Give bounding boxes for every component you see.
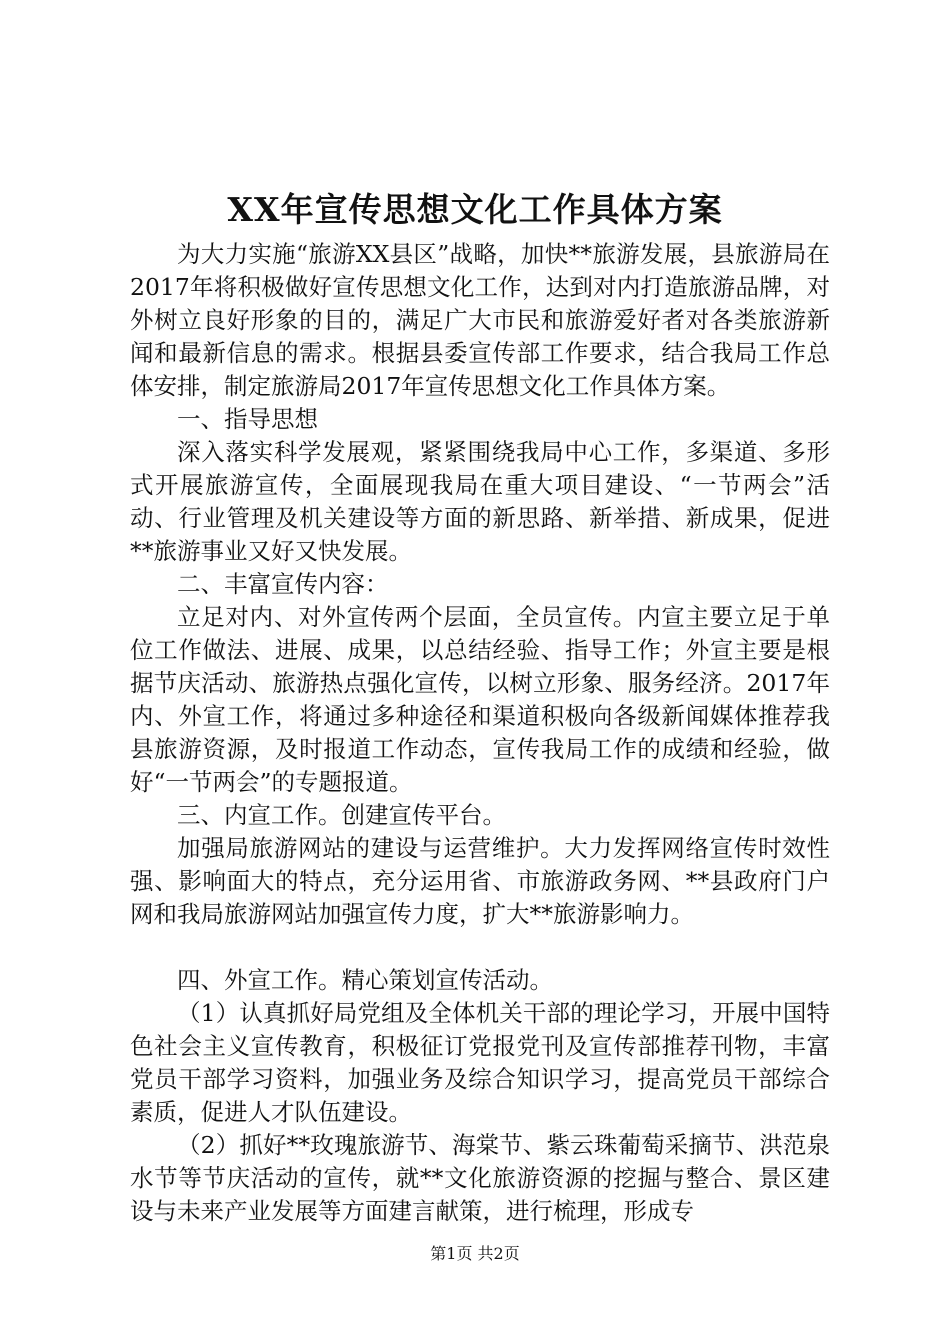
section-heading-external: 四、外宣工作。精心策划宣传活动。 (177, 966, 553, 994)
external-item-1: （1）认真抓好局党组及全体机关干部的理论学习，开展中国特色社会主义宣传教育，积极征订党报党刊及宣传部推荐刊物，丰富党员干部学习资料，加强业务及综合知识学习，提高党员干部综合素质，促进人才队伍建设。 (130, 999, 830, 1126)
section-heading-guiding-thought: 一、指导思想 (177, 405, 318, 433)
intro-paragraph: 为大力实施“旅游XX县区”战略，加快**旅游发展，县旅游局在2017年将积极做好宣传思想文化工作，达到对内打造旅游品牌，对外树立良好形象的目的，满足广大市民和旅游爱好者对各类旅游新闻和最新信息的需求。根据县委宣传部工作要求，结合我局工作总体安排，制定旅游局2017年宣传思想文化工作具体方案。 (130, 240, 830, 400)
document-body (130, 238, 830, 1228)
page-footer: 第1页 共2页 (430, 1244, 520, 1263)
section-heading-internal: 三、内宣工作。创建宣传平台。 (177, 801, 506, 829)
guiding-thought-paragraph: 深入落实科学发展观，紧紧围绕我局中心工作，多渠道、多形式开展旅游宣传，全面展现我局在重大项目建设、“一节两会”活动、行业管理及机关建设等方面的新思路、新举措、新成果，促进**旅游事业又好又快发展。 (130, 438, 830, 565)
content-paragraph: 立足对内、对外宣传两个层面，全员宣传。内宣主要立足于单位工作做法、进展、成果，以总结经验、指导工作；外宣主要是根据节庆活动、旅游热点强化宣传，以树立形象、服务经济。2017年内、外宣工作，将通过多种途径和渠道积极向各级新闻媒体推荐我县旅游资源，及时报道工作动态，宣传我局工作的成绩和经验，做好“一节两会”的专题报道。 (130, 603, 830, 796)
section-heading-content: 二、丰富宣传内容： (177, 570, 389, 598)
internal-paragraph: 加强局旅游网站的建设与运营维护。大力发挥网络宣传时效性强、影响面大的特点，充分运用省、市旅游政务网、**县政府门户网和我局旅游网站加强宣传力度，扩大**旅游影响力。 (130, 834, 830, 928)
document-title: XX年宣传思想文化工作具体方案 (227, 190, 723, 229)
external-item-2: （2）抓好**玫瑰旅游节、海棠节、紫云珠葡萄采摘节、洪范泉水节等节庆活动的宣传，就**文化旅游资源的挖掘与整合、景区建设与未来产业发展等方面建言献策，进行梳理，形成专 (130, 1131, 830, 1225)
